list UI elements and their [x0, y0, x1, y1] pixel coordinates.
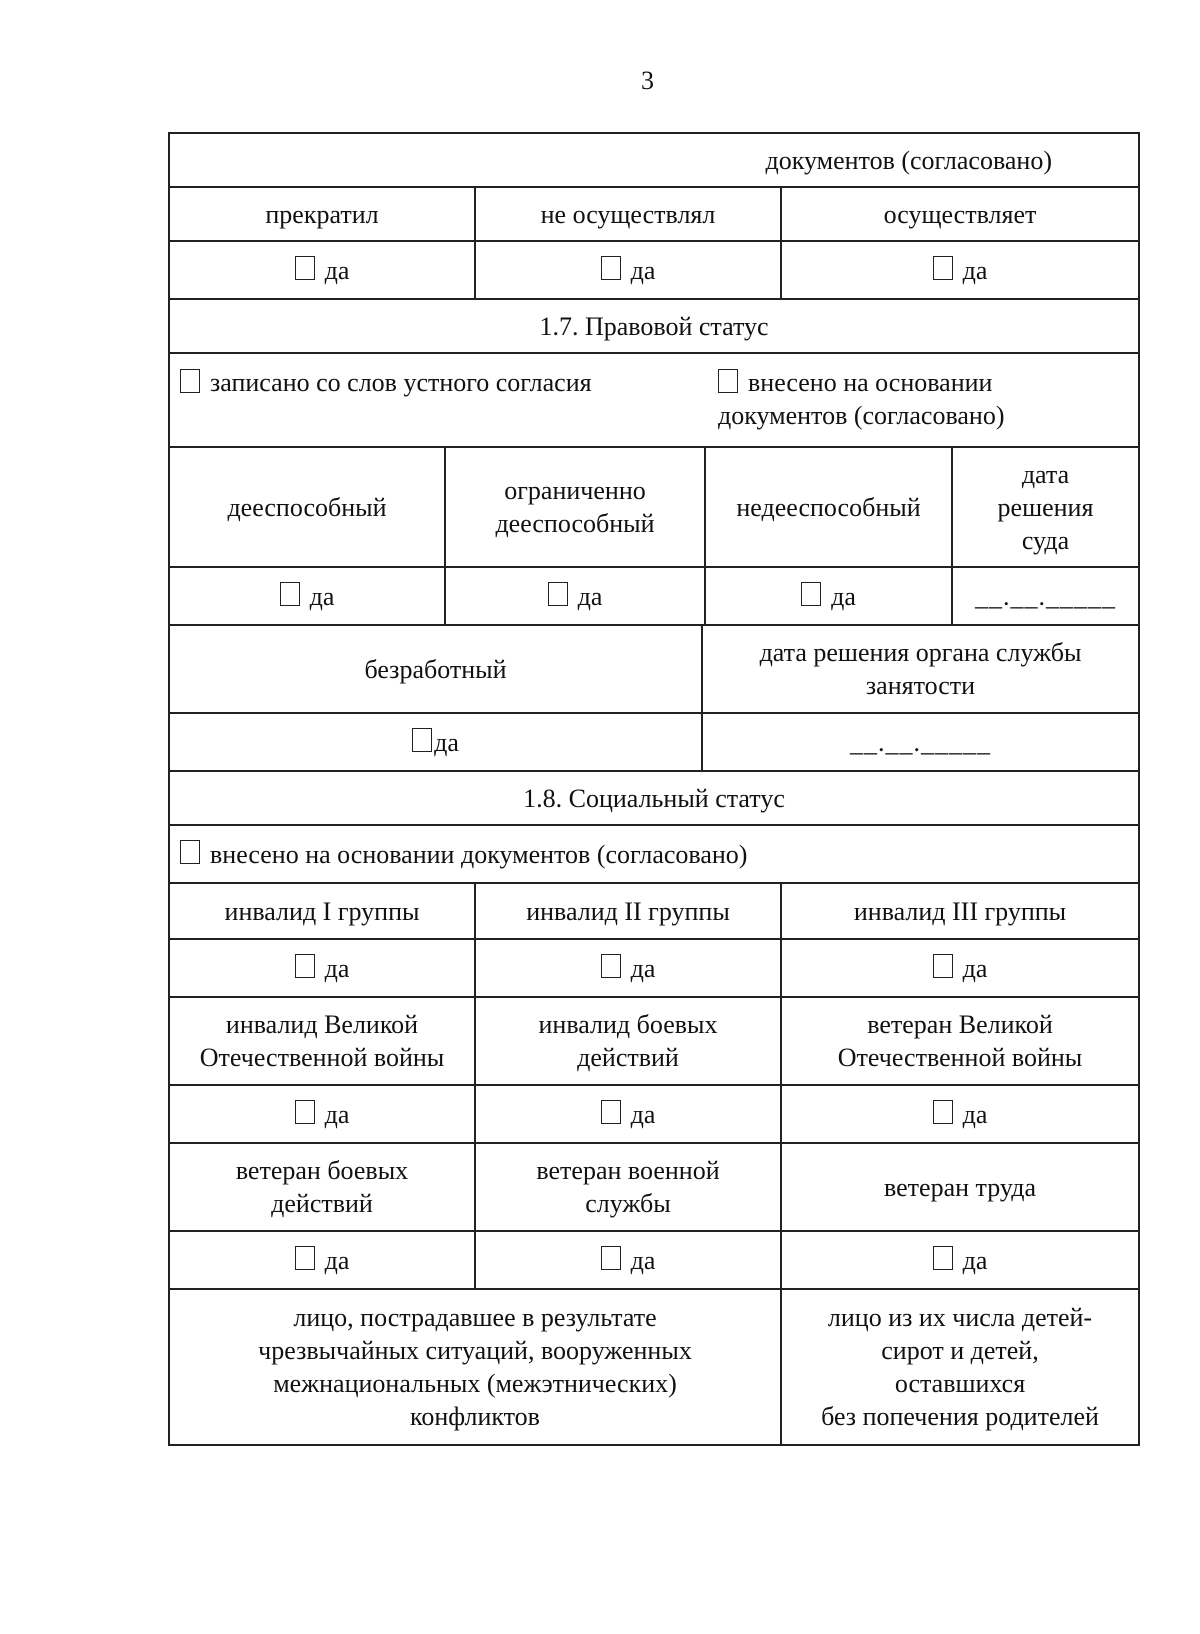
header-disability-1: инвалид I группы [170, 884, 476, 938]
continued-row [170, 134, 1138, 188]
social-section-row [170, 772, 1138, 826]
legal-status-title: 1.7. Правовой статус [539, 311, 769, 341]
social-status-title: 1.8. Социальный статус [523, 783, 785, 813]
victim-line: чрезвычайных ситуаций, вооруженных [258, 1336, 692, 1365]
header-disability-3: инвалид III группы [853, 896, 1067, 926]
war-check-row [170, 1086, 1138, 1144]
social-source-row [170, 826, 1138, 884]
unemployed-check-row [170, 714, 1138, 772]
social-docs-label: внесено на основании документов (согласовано) [210, 839, 748, 869]
header-performs: осуществляет [883, 199, 1037, 229]
checkbox-label: да [831, 581, 856, 611]
veteran-header-row [170, 1144, 1138, 1232]
oral-consent-label: записано со слов устного согласия [210, 368, 592, 397]
not-performed-checkbox[interactable] [601, 256, 621, 280]
military-veteran-checkbox[interactable] [601, 1246, 621, 1270]
stopped-checkbox[interactable] [295, 256, 315, 280]
legal-docs-label-line2: документов (согласовано) [718, 401, 1005, 430]
veteran-check-row [170, 1232, 1138, 1290]
legal-section-row [170, 300, 1138, 354]
combat-invalid-checkbox[interactable] [601, 1100, 621, 1124]
oral-consent-checkbox[interactable] [180, 369, 200, 393]
victim-line: конфликтов [410, 1402, 540, 1431]
victim-orphan-row [170, 1290, 1138, 1446]
limited-capable-checkbox[interactable] [548, 582, 568, 606]
page-number: 3 [641, 66, 654, 95]
legal-docs-checkbox[interactable] [718, 369, 738, 393]
header-military-veteran: ветеран военной службы [476, 1144, 782, 1230]
capacity-check-row [170, 568, 1138, 626]
continued-text: документов (согласовано) [765, 145, 1052, 175]
victim-line: межнациональных (межэтнических) [273, 1369, 677, 1398]
status-form [168, 132, 1140, 1446]
checkbox-label: да [630, 1099, 656, 1129]
checkbox-label: да [630, 255, 656, 285]
disability-2-checkbox[interactable] [601, 954, 621, 978]
employment-date-field[interactable]: __.__._____ [850, 727, 991, 757]
unemployed-checkbox[interactable] [412, 728, 432, 752]
header-combat-invalid: инвалид боевых действий [476, 998, 782, 1084]
checkbox-label: да [324, 953, 350, 983]
header-limited-capable: ограниченно дееспособный [446, 448, 706, 566]
checkbox-label: да [630, 953, 656, 983]
header-disability-2: инвалид II группы [476, 884, 782, 938]
header-not-performed: не осуществлял [476, 188, 782, 240]
header-capable: дееспособный [170, 448, 446, 566]
war-header-row [170, 998, 1138, 1086]
header-unemployed: безработный [170, 626, 703, 712]
court-date-field[interactable]: __.__._____ [975, 581, 1116, 611]
activity-check-row [170, 242, 1138, 300]
orphan-line: сирот и детей, [881, 1336, 1039, 1365]
capable-checkbox[interactable] [280, 582, 300, 606]
checkbox-label: да [577, 581, 603, 611]
legal-docs-label-line1: внесено на основании [748, 368, 993, 397]
victim-cell [170, 1290, 782, 1444]
ww2-veteran-checkbox[interactable] [933, 1100, 953, 1124]
checkbox-label: да [434, 727, 459, 757]
unemployed-header-row [170, 626, 1138, 714]
incapable-checkbox[interactable] [801, 582, 821, 606]
checkbox-label: да [962, 1099, 988, 1129]
disability-check-row [170, 940, 1138, 998]
checkbox-label: да [309, 581, 335, 611]
legal-source-row [170, 354, 1138, 448]
checkbox-label: да [324, 1245, 350, 1275]
header-labor-veteran: ветеран труда [884, 1172, 1036, 1202]
combat-veteran-checkbox[interactable] [295, 1246, 315, 1270]
checkbox-label: да [962, 255, 988, 285]
header-ww2-invalid: инвалид Великой Отечественной войны [170, 998, 476, 1084]
ww2-invalid-checkbox[interactable] [295, 1100, 315, 1124]
checkbox-label: да [962, 1245, 988, 1275]
capacity-header-row [170, 448, 1138, 568]
orphan-line: оставшихся [894, 1369, 1026, 1398]
header-incapable: недееспособный [706, 448, 953, 566]
victim-line: лицо, пострадавшее в результате [293, 1303, 657, 1332]
checkbox-label: да [324, 1099, 350, 1129]
header-combat-veteran: ветеран боевых действий [170, 1144, 476, 1230]
disability-header-row [170, 884, 1138, 940]
orphan-cell [782, 1290, 1138, 1444]
orphan-line: без попечения родителей [821, 1402, 1099, 1431]
social-docs-checkbox[interactable] [180, 840, 200, 864]
header-court-date: дата решения суда [997, 459, 1094, 555]
checkbox-label: да [962, 953, 988, 983]
checkbox-label: да [324, 255, 350, 285]
header-employment-date: дата решения органа службы занятости [759, 638, 1082, 700]
header-stopped: прекратил [170, 188, 476, 240]
labor-veteran-checkbox[interactable] [933, 1246, 953, 1270]
checkbox-label: да [630, 1245, 656, 1275]
orphan-line: лицо из их числа детей- [827, 1303, 1093, 1332]
header-ww2-veteran: ветеран Великой Отечественной войны [837, 1010, 1083, 1072]
disability-3-checkbox[interactable] [933, 954, 953, 978]
activity-header-row [170, 188, 1138, 242]
performs-checkbox[interactable] [933, 256, 953, 280]
disability-1-checkbox[interactable] [295, 954, 315, 978]
